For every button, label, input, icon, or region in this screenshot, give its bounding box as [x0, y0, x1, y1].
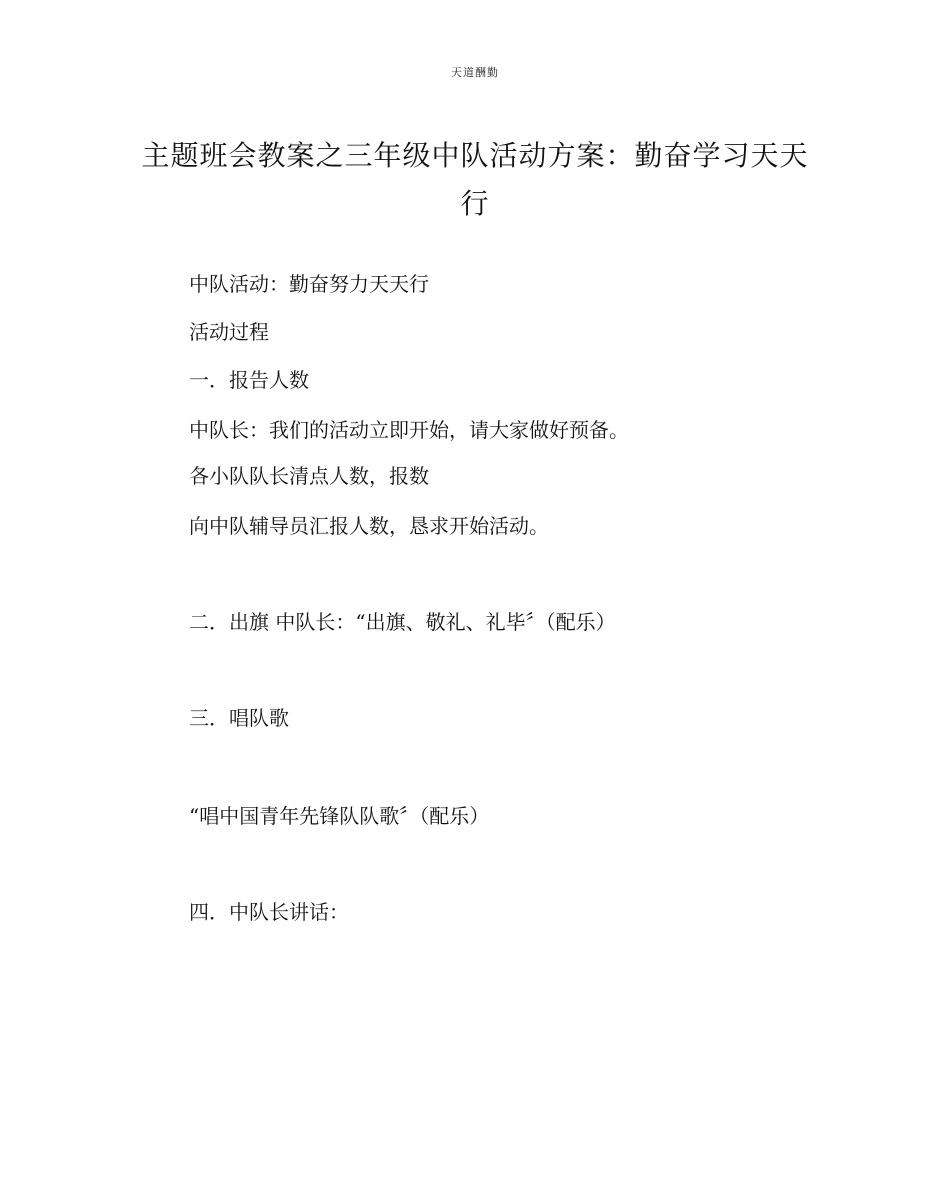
- section-3-heading: 三．唱队歌: [189, 706, 289, 730]
- body-paragraph: 中队长：我们的活动立即开始，请大家做好预备。: [189, 418, 629, 442]
- section-2-heading: 二．出旗 中队长：“出旗、敬礼、礼毕〞（配乐）: [189, 610, 616, 634]
- body-paragraph: 向中队辅导员汇报人数，恳求开始活动。: [189, 514, 549, 538]
- section-4-heading: 四．中队长讲话：: [189, 900, 349, 924]
- process-heading: 活动过程: [189, 320, 269, 344]
- activity-name-line: 中队活动：勤奋努力天天行: [189, 272, 429, 296]
- section-1-heading: 一．报告人数: [189, 368, 309, 392]
- page-header: 天道酬勤: [451, 66, 499, 79]
- body-paragraph: “唱中国青年先锋队队歌〞（配乐）: [189, 804, 490, 828]
- document-title: 主题班会教案之三年级中队活动方案：勤奋学习天天行: [141, 139, 809, 220]
- body-paragraph: 各小队队长清点人数，报数: [189, 464, 429, 488]
